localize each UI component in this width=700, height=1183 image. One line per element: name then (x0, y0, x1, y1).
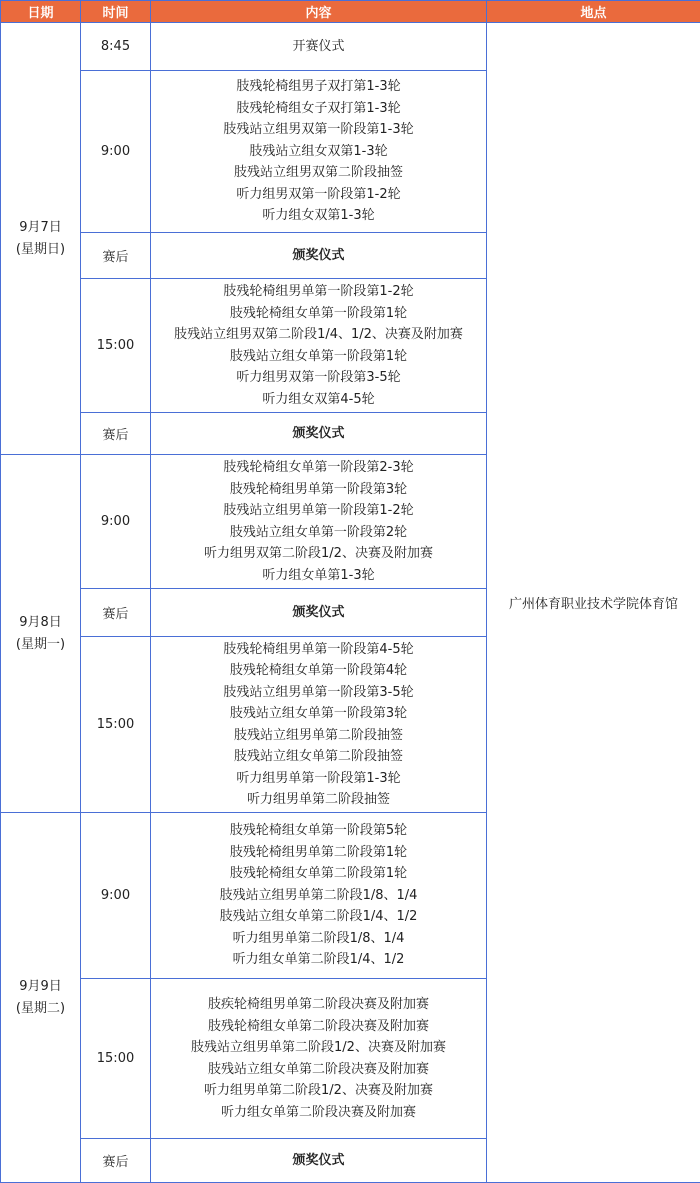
date-label: 9月7日 (3, 217, 78, 239)
content-cell (151, 979, 487, 1139)
content-item: 肢残轮椅组男单第二阶段第1轮 (153, 842, 484, 864)
date-label: 9月9日 (3, 976, 78, 998)
content-item: 听力组女单第二阶段决赛及附加赛 (153, 1102, 484, 1124)
time-cell: 赛后 (81, 233, 151, 279)
content-item: 听力组男单第二阶段1/8、1/4 (153, 928, 484, 950)
header-date: 日期 (1, 1, 81, 23)
content-item: 肢残站立组女单第二阶段抽签 (153, 746, 484, 768)
content-item: 肢残站立组男双第二阶段抽签 (153, 162, 484, 184)
content-item: 肢残站立组男双第二阶段1/4、1/2、决赛及附加赛 (153, 324, 484, 346)
content-item: 肢残站立组男单第二阶段1/8、1/4 (153, 885, 484, 907)
content-item: 听力组女单第二阶段1/4、1/2 (153, 949, 484, 971)
weekday-label: (星期一) (3, 634, 78, 656)
content-item: 颁奖仪式 (153, 1150, 484, 1172)
content-cell (151, 813, 487, 979)
content-item: 肢残轮椅组男单第一阶段第1-2轮 (153, 281, 484, 303)
weekday-label: (星期日) (3, 239, 78, 261)
content-item: 肢残轮椅组女单第一阶段第4轮 (153, 660, 484, 682)
content-item: 开赛仪式 (153, 36, 484, 58)
header-time: 时间 (81, 1, 151, 23)
content-item: 听力组女单第1-3轮 (153, 565, 484, 587)
content-item: 听力组男单第二阶段抽签 (153, 789, 484, 811)
content-item: 颁奖仪式 (153, 245, 484, 267)
time-cell: 赛后 (81, 413, 151, 455)
date-label: 9月8日 (3, 612, 78, 634)
content-item: 肢残站立组男单第一阶段第1-2轮 (153, 500, 484, 522)
time-cell: 15:00 (81, 637, 151, 813)
content-item: 听力组女双第1-3轮 (153, 205, 484, 227)
content-item: 肢残轮椅组男子双打第1-3轮 (153, 76, 484, 98)
header-content: 内容 (151, 1, 487, 23)
time-cell: 赛后 (81, 1139, 151, 1183)
content-item: 颁奖仪式 (153, 602, 484, 624)
time-cell: 9:00 (81, 813, 151, 979)
content-item: 肢疾轮椅组男单第二阶段决赛及附加赛 (153, 994, 484, 1016)
date-cell (1, 813, 81, 1183)
content-cell (151, 637, 487, 813)
time-cell: 15:00 (81, 979, 151, 1139)
date-cell (1, 23, 81, 455)
time-cell: 9:00 (81, 455, 151, 589)
content-item: 肢残站立组女双第1-3轮 (153, 141, 484, 163)
content-item: 肢残站立组女单第二阶段决赛及附加赛 (153, 1059, 484, 1081)
content-item: 肢残站立组女单第一阶段第1轮 (153, 346, 484, 368)
time-cell: 8:45 (81, 23, 151, 71)
content-item: 肢残站立组男单第二阶段抽签 (153, 725, 484, 747)
content-cell (151, 233, 487, 279)
content-item: 听力组男单第一阶段第1-3轮 (153, 768, 484, 790)
header-row (1, 1, 700, 23)
content-item: 肢残轮椅组女单第一阶段第2-3轮 (153, 457, 484, 479)
time-cell: 15:00 (81, 279, 151, 413)
content-item: 肢残轮椅组女子双打第1-3轮 (153, 98, 484, 120)
content-item: 肢残站立组女单第二阶段1/4、1/2 (153, 906, 484, 928)
content-cell (151, 589, 487, 637)
content-item: 听力组男双第一阶段第1-2轮 (153, 184, 484, 206)
place-cell: 广州体育职业技术学院体育馆 (487, 23, 700, 1183)
time-cell: 9:00 (81, 71, 151, 233)
content-item: 肢残站立组女单第一阶段第3轮 (153, 703, 484, 725)
header-place: 地点 (487, 1, 700, 23)
content-item: 听力组女双第4-5轮 (153, 389, 484, 411)
content-item: 肢残站立组男单第二阶段1/2、决赛及附加赛 (153, 1037, 484, 1059)
content-cell (151, 1139, 487, 1183)
schedule-row (1, 23, 700, 71)
content-item: 肢残站立组男单第一阶段第3-5轮 (153, 682, 484, 704)
content-item: 肢残轮椅组男单第一阶段第4-5轮 (153, 639, 484, 661)
content-cell (151, 413, 487, 455)
content-item: 肢残轮椅组女单第二阶段决赛及附加赛 (153, 1016, 484, 1038)
content-item: 肢残轮椅组女单第二阶段第1轮 (153, 863, 484, 885)
content-item: 颁奖仪式 (153, 423, 484, 445)
time-cell: 赛后 (81, 589, 151, 637)
content-item: 听力组男双第二阶段1/2、决赛及附加赛 (153, 543, 484, 565)
content-item: 肢残轮椅组女单第一阶段第1轮 (153, 303, 484, 325)
content-cell (151, 455, 487, 589)
content-item: 肢残站立组男双第一阶段第1-3轮 (153, 119, 484, 141)
weekday-label: (星期二) (3, 998, 78, 1020)
content-cell (151, 279, 487, 413)
content-cell (151, 23, 487, 71)
date-cell (1, 455, 81, 813)
content-cell (151, 71, 487, 233)
content-item: 肢残轮椅组女单第一阶段第5轮 (153, 820, 484, 842)
content-item: 肢残站立组女单第一阶段第2轮 (153, 522, 484, 544)
schedule-body (1, 23, 700, 1183)
content-item: 听力组男单第二阶段1/2、决赛及附加赛 (153, 1080, 484, 1102)
content-item: 肢残轮椅组男单第一阶段第3轮 (153, 479, 484, 501)
content-item: 听力组男双第一阶段第3-5轮 (153, 367, 484, 389)
